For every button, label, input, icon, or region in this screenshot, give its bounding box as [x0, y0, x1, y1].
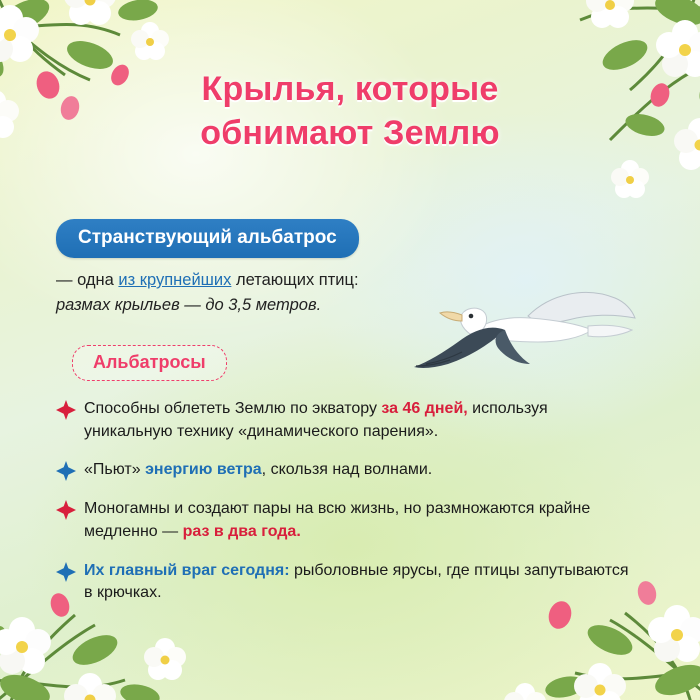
fact2-seg1: «Пьют»: [84, 461, 146, 479]
intro-part2: летающих птиц:: [231, 271, 359, 289]
fact4-seg2: рыболовные ярусы, где птицы запутываются в крючках.: [84, 561, 629, 602]
list-item-text: [84, 560, 636, 605]
section-label-albatrosses: [72, 345, 227, 381]
fact2-seg2: энергию ветра: [145, 461, 262, 479]
species-pill: [56, 219, 359, 258]
intro-paragraph: [56, 268, 456, 318]
list-item: [56, 498, 636, 543]
species-pill-label: Странствующий альбатрос: [78, 227, 337, 248]
star-bullet-blue-icon: [56, 562, 76, 582]
star-bullet-blue-icon: [56, 461, 76, 481]
page-title: [0, 68, 700, 155]
list-item-text: [84, 459, 432, 482]
list-item-text: [84, 398, 636, 443]
star-bullet-red-icon: [56, 500, 76, 520]
section-label-text: Альбатросы: [93, 352, 206, 372]
fact3-seg2: раз в два года.: [182, 522, 301, 540]
albatross-illustration: [410, 268, 640, 388]
list-item-text: [84, 498, 636, 543]
intro-highlight: из крупнейших: [118, 271, 232, 289]
star-bullet-red-icon: [56, 400, 76, 420]
intro-part1: — одна: [56, 271, 119, 289]
fact1-seg3: используя уникальную технику «динамического парения».: [84, 400, 548, 440]
facts-list: [56, 398, 636, 621]
fact3-seg1: Моногамны и создают пары на всю жизнь, но размножаются крайне медленно —: [84, 500, 591, 540]
list-item: [56, 560, 636, 605]
fact1-seg1: Способны облететь Землю по экватору: [84, 400, 382, 417]
page-title-line2: обнимают Землю: [200, 113, 500, 152]
fact4-seg1: Их главный враг сегодня:: [84, 561, 290, 579]
intro-line2: размах крыльев — до 3,5 метров.: [56, 295, 322, 314]
list-item: [56, 398, 636, 443]
page-title-line1: Крылья, которые: [201, 70, 499, 108]
list-item: [56, 459, 636, 482]
fact1-seg2: за 46 дней,: [381, 400, 468, 417]
fact2-seg3: , скользя над волнами.: [261, 461, 433, 479]
